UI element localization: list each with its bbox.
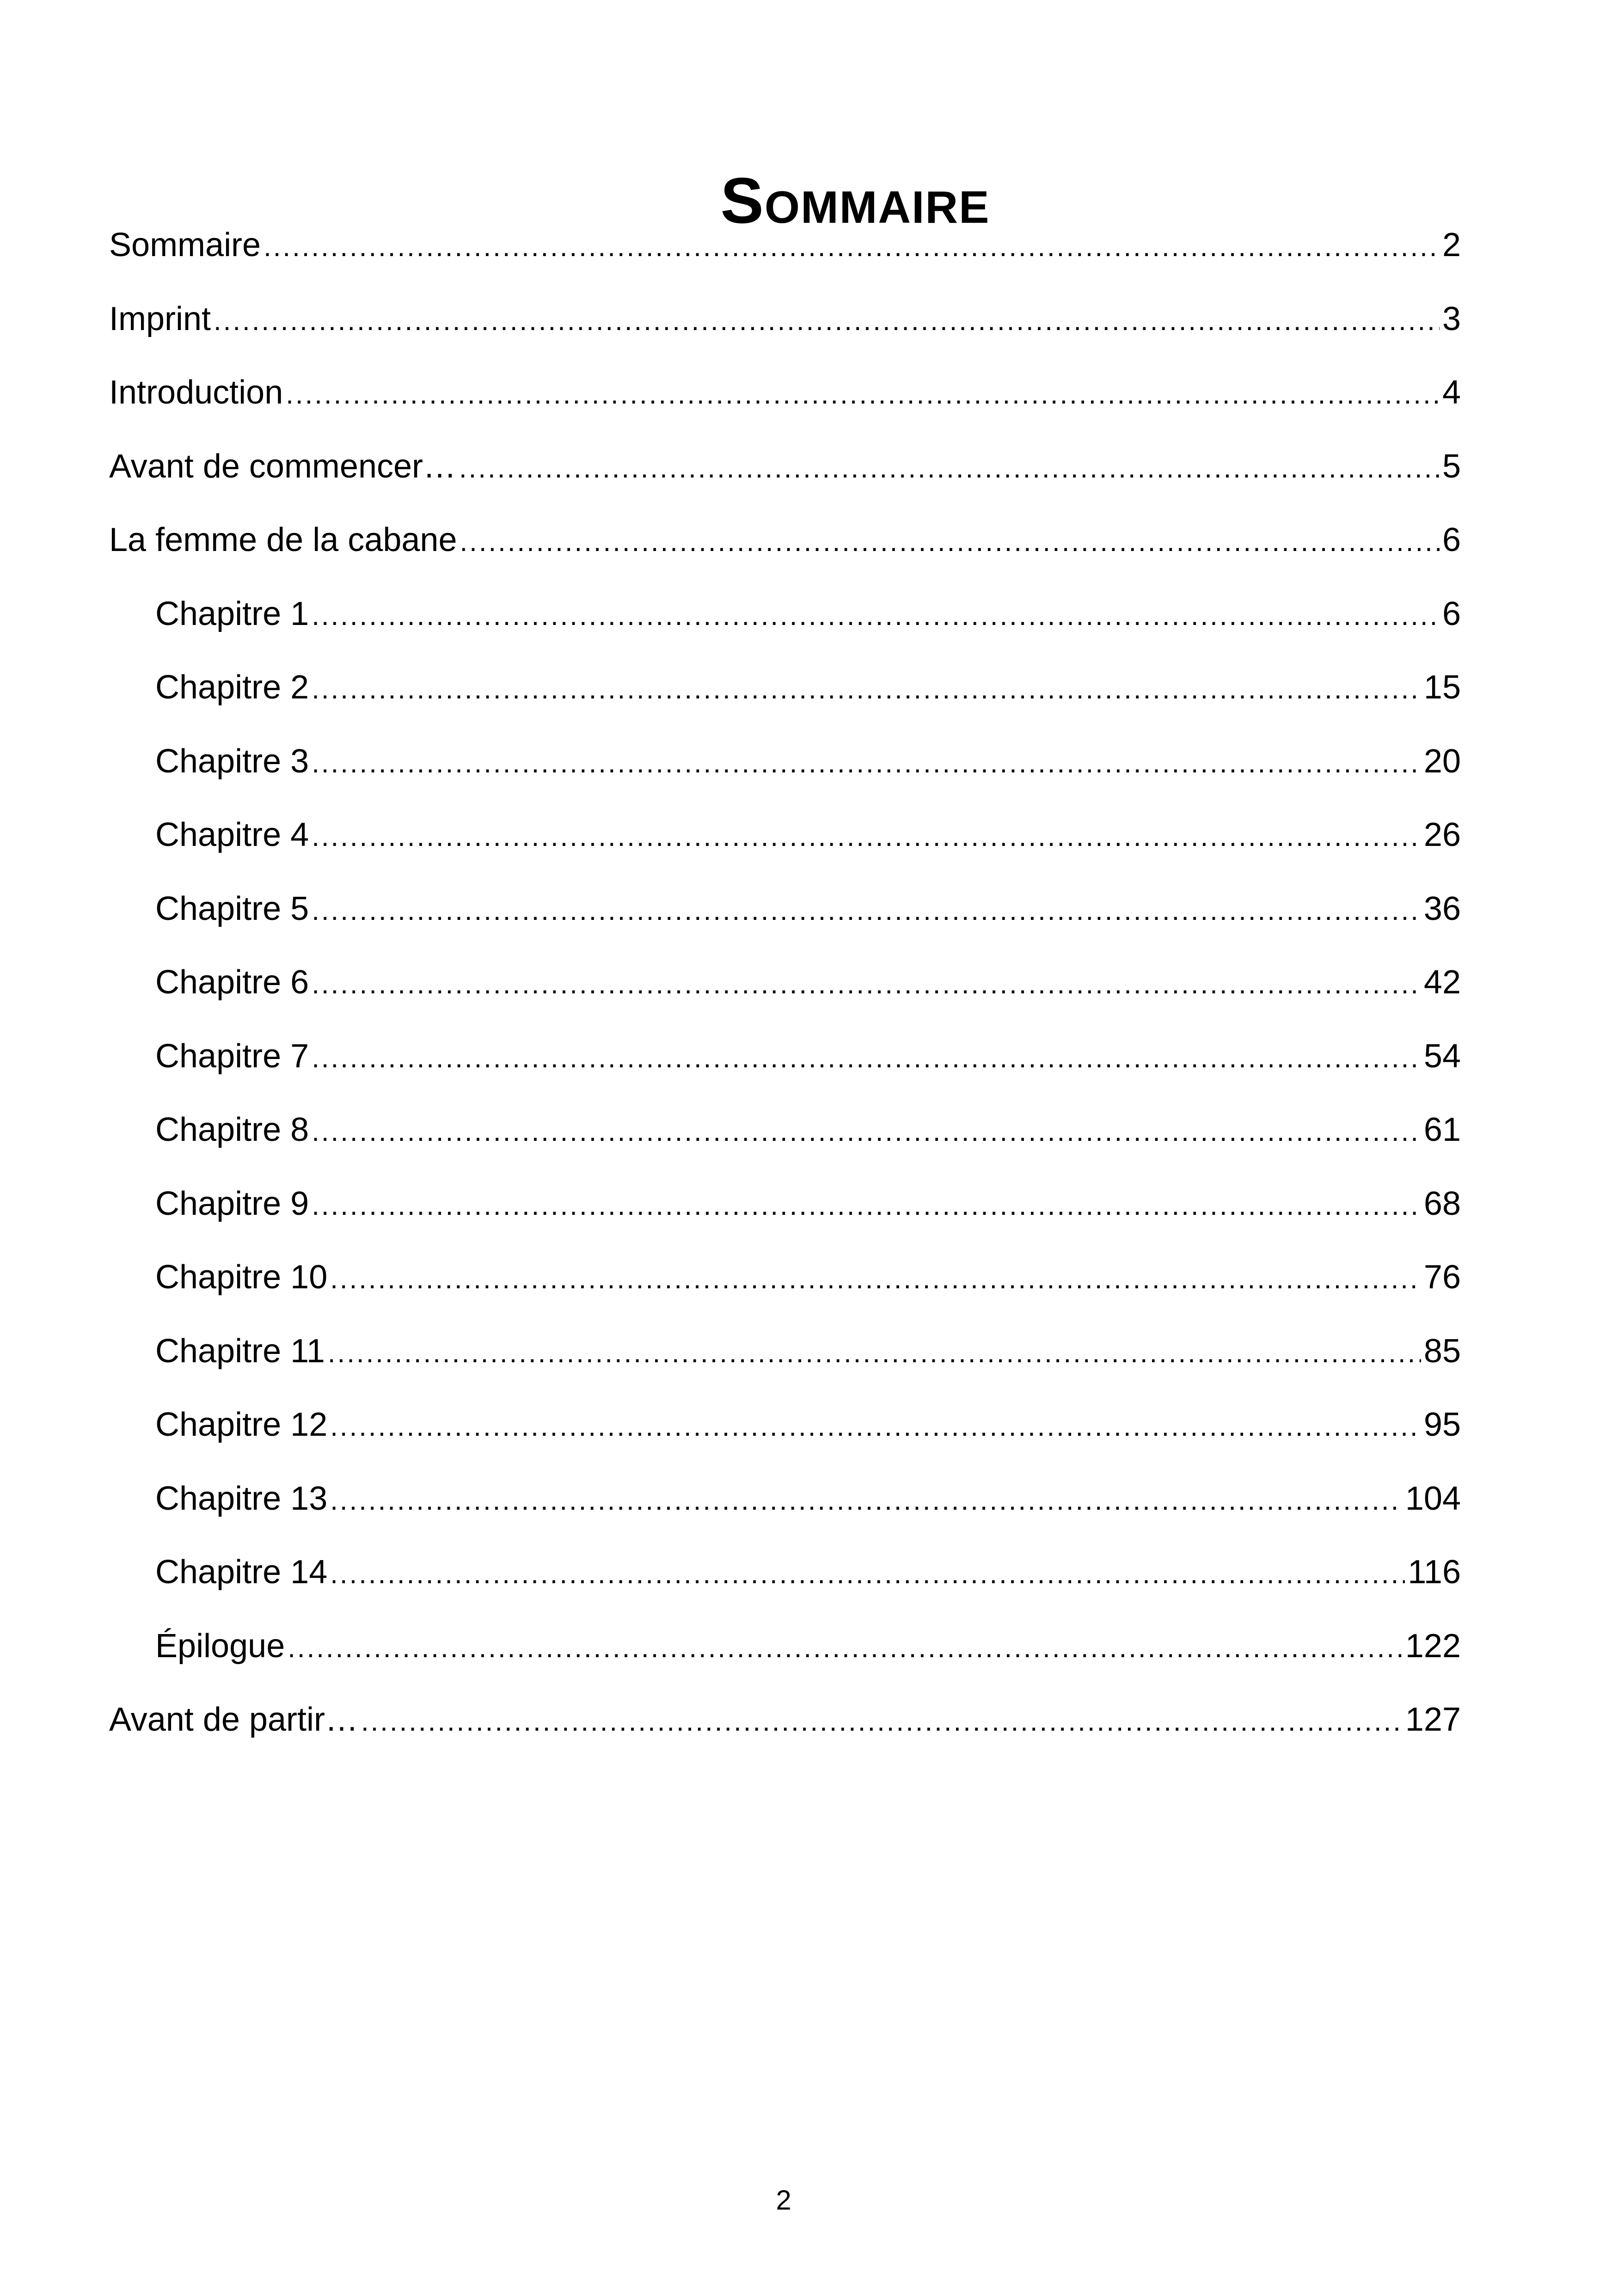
- toc-entry[interactable]: [109, 1397, 1461, 1471]
- toc-entry-page: 54: [1423, 1037, 1461, 1075]
- toc-dot-leader: [312, 956, 1421, 1012]
- toc-entry[interactable]: [109, 586, 1461, 660]
- toc-entry-page: 26: [1423, 816, 1461, 853]
- toc-entry-page: 95: [1423, 1406, 1461, 1443]
- toc-dot-leader: [312, 735, 1421, 791]
- toc-entry-page: 20: [1423, 742, 1461, 780]
- toc-entry[interactable]: [109, 439, 1461, 513]
- toc-dot-leader: [312, 588, 1440, 643]
- toc-dot-leader: [330, 1251, 1421, 1307]
- toc-entry-label: Chapitre 3: [155, 742, 309, 780]
- toc-entry-label: Chapitre 12: [155, 1406, 328, 1443]
- toc-entry[interactable]: [109, 1692, 1461, 1766]
- toc-entry-page: 36: [1423, 890, 1461, 927]
- toc-entry[interactable]: [109, 1471, 1461, 1545]
- toc-entry-page: 2: [1442, 227, 1461, 263]
- toc-entry-label: Chapitre 10: [155, 1259, 328, 1296]
- toc-entry-label: Chapitre 2: [155, 669, 309, 706]
- toc-entry-label: Chapitre 4: [155, 816, 309, 853]
- toc-dot-leader: [312, 661, 1421, 717]
- toc-entry-page: 116: [1408, 1554, 1461, 1591]
- toc-entry-page: 4: [1442, 374, 1461, 411]
- toc-entry-page: 42: [1423, 964, 1461, 1001]
- toc-dot-leader: [460, 514, 1439, 569]
- toc-entry-label: Avant de partir…: [109, 1701, 358, 1738]
- toc-entry[interactable]: [109, 1618, 1461, 1692]
- toc-entry-page: 104: [1405, 1480, 1461, 1517]
- toc-entry-label: Épilogue: [155, 1627, 285, 1665]
- toc-entry-label: Chapitre 7: [155, 1037, 309, 1075]
- toc-entry-page: 68: [1423, 1185, 1461, 1222]
- toc-entry[interactable]: [109, 1176, 1461, 1250]
- toc-entry-label: Avant de commencer…: [109, 447, 457, 485]
- toc-dot-leader: [312, 809, 1421, 864]
- toc-dot-leader: [312, 1030, 1421, 1086]
- toc-dot-leader: [330, 1399, 1421, 1454]
- toc-entry-label: Chapitre 9: [155, 1185, 309, 1222]
- toc-entry-page: 15: [1423, 669, 1461, 706]
- toc-dot-leader: [214, 293, 1440, 349]
- page-number: 2: [776, 2185, 791, 2216]
- toc-entry-page: 5: [1442, 447, 1461, 485]
- toc-entry[interactable]: [109, 955, 1461, 1029]
- toc-entry-label: Imprint: [109, 300, 211, 337]
- toc-entry-page: 61: [1423, 1111, 1461, 1148]
- toc-dot-leader: [312, 1104, 1421, 1159]
- toc-entry-label: La femme de la cabane: [109, 521, 457, 558]
- toc-entry[interactable]: [109, 1323, 1461, 1397]
- toc-dot-leader: [330, 1546, 1405, 1602]
- toc-entry-label: Chapitre 13: [155, 1480, 328, 1517]
- toc-entry[interactable]: [109, 1102, 1461, 1176]
- toc-entry-page: 6: [1442, 595, 1461, 632]
- toc-entry[interactable]: [109, 217, 1461, 291]
- toc-entry[interactable]: [109, 734, 1461, 808]
- toc-entry-page: 76: [1423, 1259, 1461, 1296]
- toc-entry-label: Chapitre 14: [155, 1554, 328, 1591]
- toc-dot-leader: [361, 1694, 1403, 1749]
- toc-dot-leader: [312, 883, 1421, 938]
- toc-entry-page: 85: [1423, 1332, 1461, 1370]
- toc-entry[interactable]: [109, 512, 1461, 586]
- toc-entry-label: Chapitre 8: [155, 1111, 309, 1148]
- toc-dot-leader: [459, 441, 1440, 496]
- toc-entry[interactable]: [109, 1544, 1461, 1618]
- toc-dot-leader: [328, 1325, 1421, 1381]
- toc-dot-leader: [264, 219, 1440, 275]
- toc-entry-label: Chapitre 1: [155, 595, 309, 632]
- toc-entry-page: 3: [1442, 300, 1461, 337]
- toc-entry-label: Sommaire: [109, 227, 261, 263]
- toc-entry[interactable]: [109, 660, 1461, 734]
- toc-dot-leader: [330, 1473, 1403, 1528]
- toc-entry[interactable]: [109, 807, 1461, 881]
- toc-entry-label: Chapitre 5: [155, 890, 309, 927]
- toc-entry[interactable]: [109, 1249, 1461, 1323]
- toc-entry-page: 127: [1405, 1701, 1461, 1738]
- toc-entry[interactable]: [109, 365, 1461, 439]
- page-title: Sommaire: [720, 164, 990, 237]
- toc-entry[interactable]: [109, 291, 1461, 365]
- toc-entry-label: Chapitre 11: [155, 1332, 325, 1370]
- toc-entry-label: Chapitre 6: [155, 964, 309, 1001]
- toc-entry-page: 6: [1442, 521, 1461, 558]
- toc-entry[interactable]: [109, 881, 1461, 955]
- table-of-contents: [109, 217, 1461, 1766]
- toc-dot-leader: [288, 1620, 1403, 1676]
- toc-entry-label: Introduction: [109, 374, 283, 411]
- toc-dot-leader: [312, 1178, 1421, 1233]
- toc-entry-page: 122: [1405, 1627, 1461, 1665]
- toc-entry[interactable]: [109, 1029, 1461, 1102]
- toc-dot-leader: [286, 367, 1440, 422]
